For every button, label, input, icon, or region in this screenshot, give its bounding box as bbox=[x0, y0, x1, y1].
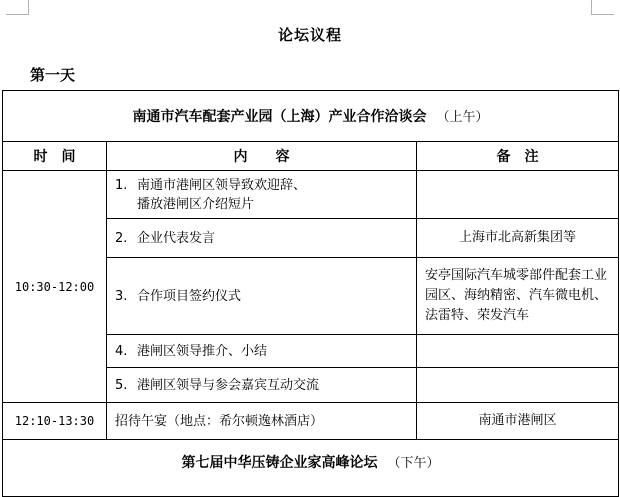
item-number: 2. bbox=[115, 230, 128, 246]
table-row bbox=[3, 171, 619, 219]
note-cell bbox=[417, 171, 619, 219]
note-cell: 上海市北高新集团等 bbox=[417, 219, 619, 258]
page-corner-mark-right bbox=[591, 0, 614, 15]
item-text: 企业代表发言 bbox=[137, 230, 216, 246]
table-header-row bbox=[3, 142, 619, 171]
item-number: 4. bbox=[115, 343, 128, 359]
item-text: 港闸区领导与参会嘉宾互动交流 bbox=[137, 377, 320, 393]
agenda-table bbox=[2, 90, 619, 497]
item-number: 1. bbox=[115, 177, 128, 193]
content-cell bbox=[107, 171, 417, 219]
day-label: 第一天 bbox=[30, 66, 76, 84]
item-number: 5. bbox=[115, 377, 128, 393]
afternoon-session-title: 第七届中华压铸企业家高峰论坛 bbox=[181, 455, 378, 471]
item-text: 合作项目签约仪式 bbox=[137, 288, 242, 304]
session-banner-row bbox=[3, 91, 619, 142]
session-banner-row-afternoon bbox=[3, 440, 619, 497]
item-text-line2: 播放港闸区介绍短片 bbox=[137, 196, 255, 212]
content-cell bbox=[107, 258, 417, 335]
header-content: 内 容 bbox=[107, 142, 417, 171]
lunch-note-cell: 南通市港闸区 bbox=[417, 403, 619, 440]
item-text: 南通市港闸区领导致欢迎辞、 bbox=[137, 177, 307, 193]
session-title-cell bbox=[3, 91, 619, 142]
note-cell bbox=[417, 335, 619, 368]
item-text: 港闸区领导推介、小结 bbox=[137, 343, 268, 359]
document-title: 论坛议程 bbox=[277, 26, 342, 44]
content-cell bbox=[107, 335, 417, 368]
page-corner-mark-left bbox=[6, 0, 29, 15]
lunch-time-cell: 12:10-13:30 bbox=[3, 403, 107, 440]
session-title: 南通市汽车配套产业园（上海）产业合作洽谈会 bbox=[132, 109, 427, 125]
header-time: 时 间 bbox=[3, 142, 107, 171]
note-cell: 安亭国际汽车城零部件配套工业园区、海纳精密、汽车微电机、法雷特、荣发汽车 bbox=[417, 258, 619, 335]
lunch-row bbox=[3, 403, 619, 440]
session-time-tag: （上午） bbox=[436, 110, 489, 125]
afternoon-time-tag: （下午） bbox=[387, 456, 440, 471]
header-note: 备 注 bbox=[417, 142, 619, 171]
lunch-content-cell: 招待午宴（地点：希尔顿逸林酒店） bbox=[107, 403, 417, 440]
note-cell bbox=[417, 368, 619, 403]
afternoon-session-title-cell bbox=[3, 440, 619, 497]
item-number: 3. bbox=[115, 288, 128, 304]
content-cell bbox=[107, 219, 417, 258]
content-cell bbox=[107, 368, 417, 403]
time-cell: 10:30-12:00 bbox=[3, 171, 107, 403]
